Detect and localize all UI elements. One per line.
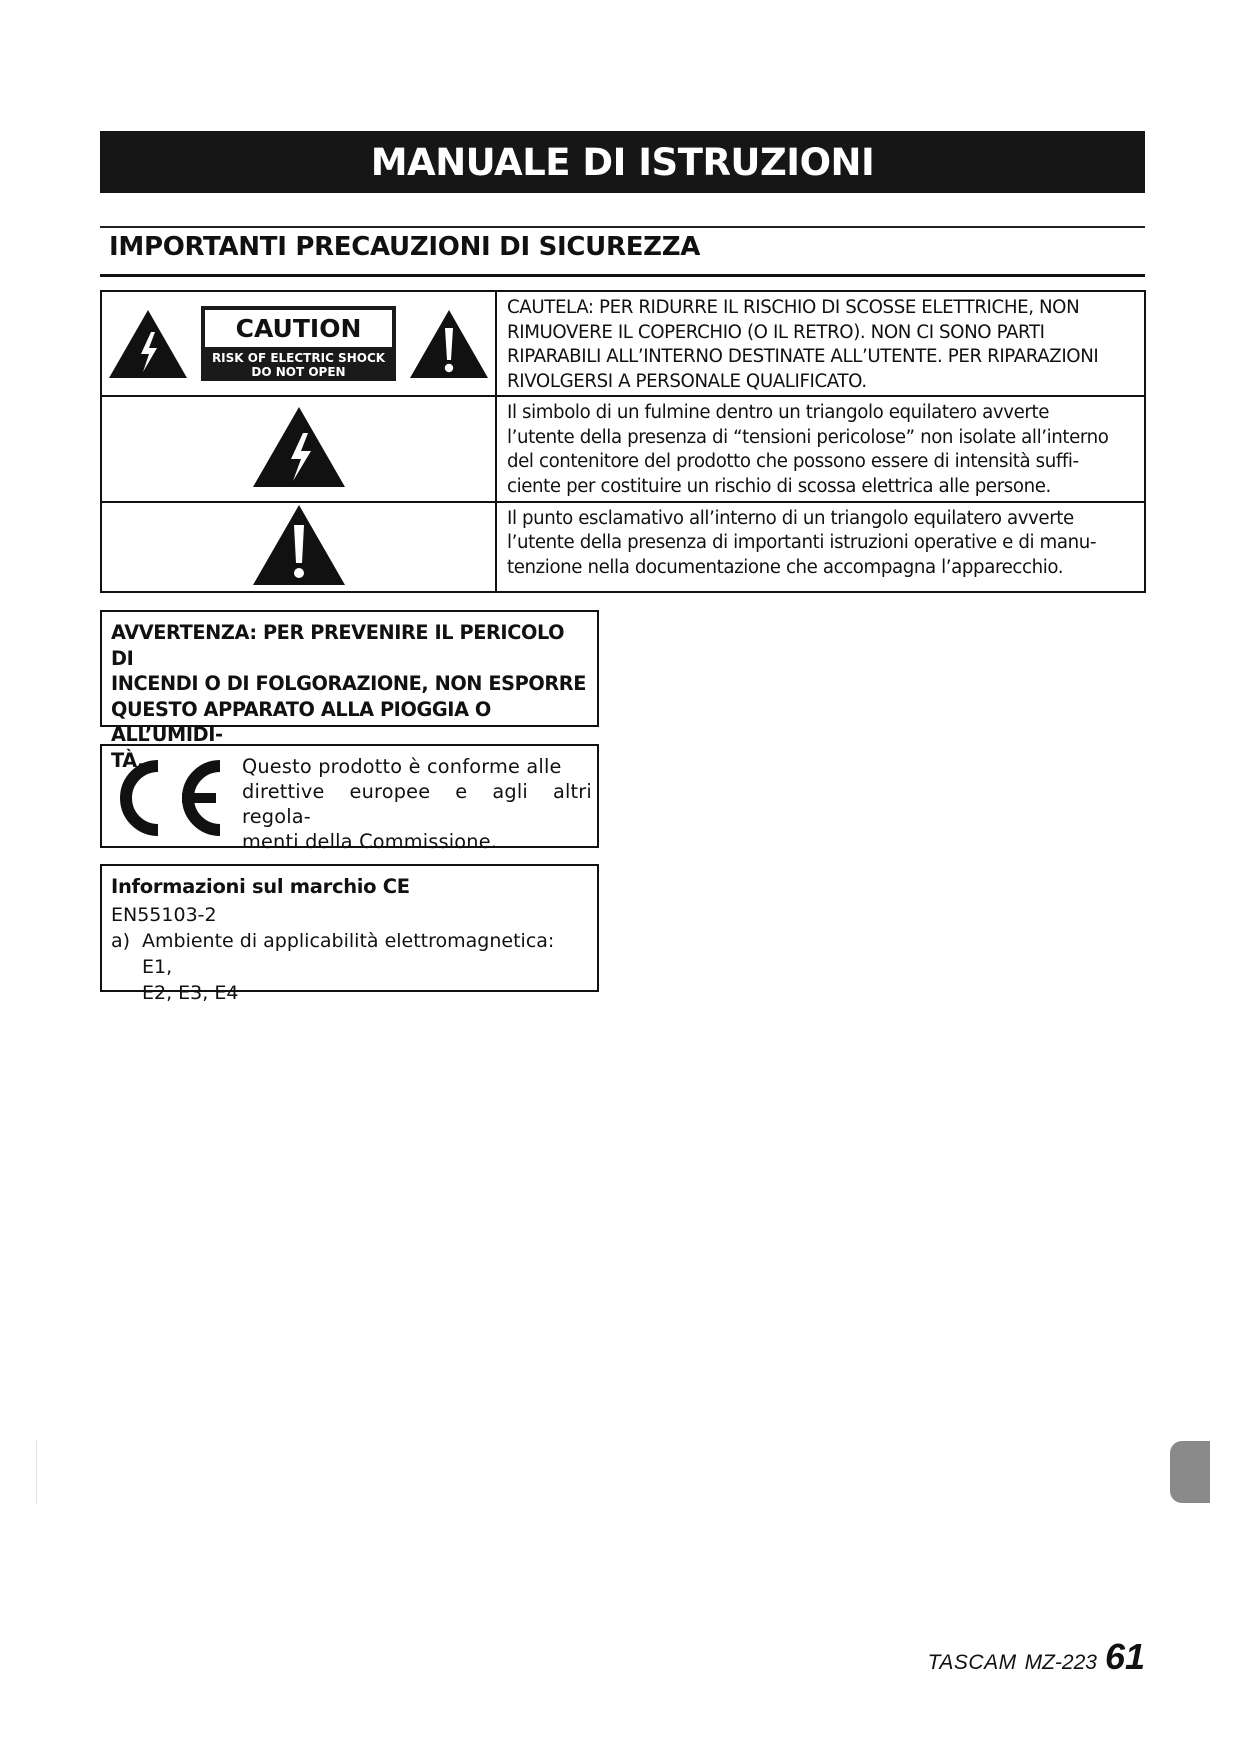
- ce-mark-icon: [112, 760, 230, 836]
- heading-bottom-rule: [100, 274, 1145, 277]
- exclamation-symbol-cell: [101, 502, 496, 592]
- ce-info-heading: Informazioni sul marchio CE: [111, 875, 410, 898]
- ce-info-item-line: E2, E3, E4: [142, 982, 239, 1004]
- ce-info-box: [100, 864, 599, 1004]
- ce-conformity-box: [100, 744, 599, 853]
- page-edge-mark: [36, 1440, 37, 1504]
- ce-text-line: menti della Commissione.: [242, 830, 498, 853]
- caution-label-line1: RISK OF ELECTRIC SHOCK: [211, 351, 386, 366]
- lightning-symbol-cell: [101, 396, 496, 501]
- ce-info-standard: EN55103-2: [111, 904, 217, 926]
- lightning-triangle-icon: [107, 308, 189, 380]
- exclamation-triangle-icon: [251, 503, 347, 587]
- caution-text-line: CAUTELA: PER RIDURRE IL RISCHIO DI SCOSSE ELETTRICHE, NON: [507, 297, 1080, 318]
- ce-info-item-label: a): [111, 930, 131, 952]
- section-heading: IMPORTANTI PRECAUZIONI DI SICUREZZA: [109, 232, 701, 262]
- page-number: 61: [1104, 1636, 1145, 1677]
- ce-text-line: Questo prodotto è conforme alle: [242, 755, 562, 778]
- caution-text-line: RIPARABILI ALL’INTERNO DESTINATE ALL’UTENTE. PER RIPARAZIONI: [507, 346, 1099, 367]
- page-footer: [928, 1636, 1145, 1678]
- warning-line: TÀ.: [111, 748, 145, 772]
- footer-brand: TASCAM: [927, 1651, 1017, 1674]
- ce-info-item-line: Ambiente di applicabilità elettromagnetica: E1,: [142, 930, 555, 978]
- lightning-text-line: ciente per costituire un rischio di scossa elettrica alle persone.: [507, 475, 1051, 497]
- caution-text-line: RIVOLGERSI A PERSONALE QUALIFICATO.: [507, 370, 867, 392]
- warning-line: INCENDI O DI FOLGORAZIONE, NON ESPORRE: [111, 672, 587, 695]
- caution-label-title: CAUTION: [205, 310, 392, 347]
- lightning-triangle-icon: [251, 405, 347, 489]
- exclamation-text-line: Il punto esclamativo all’interno di un triangolo equilatero avverte: [507, 507, 1074, 529]
- caution-text-line: RIMUOVERE IL COPERCHIO (O IL RETRO). NON CI SONO PARTI: [507, 321, 1045, 343]
- exclamation-triangle-icon: [408, 308, 490, 380]
- footer-model: MZ-223: [1024, 1651, 1097, 1674]
- caution-label-line2: DO NOT OPEN: [251, 365, 346, 380]
- safety-symbols-table: [100, 290, 1146, 593]
- caution-symbol-cell: [101, 291, 496, 396]
- table-row-lightning: [101, 396, 1145, 501]
- exclamation-text-line: l’utente della presenza di importanti istruzioni operative e di manu-: [507, 532, 1097, 554]
- lightning-text-cell: [496, 396, 1145, 501]
- chapter-thumb-tab: [1170, 1441, 1210, 1503]
- ce-conformity-text: [242, 754, 592, 854]
- warning-line: AVVERTENZA: PER PREVENIRE IL PERICOLO DI: [111, 621, 565, 670]
- caution-label: [201, 306, 396, 381]
- warning-line: QUESTO APPARATO ALLA PIOGGIA O ALL’UMIDI-: [111, 697, 491, 746]
- heading-top-rule: [100, 226, 1145, 228]
- manual-title: MANUALE DI ISTRUZIONI: [370, 140, 875, 184]
- lightning-text-line: Il simbolo di un fulmine dentro un triangolo equilatero avverte: [507, 402, 1050, 424]
- table-row-caution: [101, 291, 1145, 396]
- manual-title-bar: [100, 131, 1145, 193]
- table-row-exclamation: [101, 502, 1145, 592]
- lightning-text-line: del contenitore del prodotto che possono essere di intensità suffi-: [507, 451, 1079, 473]
- exclamation-text-line: tenzione nella documentazione che accompagna l’apparecchio.: [507, 556, 1064, 578]
- ce-info-item: [111, 928, 589, 1006]
- ce-text-line: direttive europee e agli altri regola-: [242, 780, 592, 828]
- caution-text-cell: [496, 291, 1145, 396]
- exclamation-text-cell: [496, 502, 1145, 592]
- lightning-text-line: l’utente della presenza di “tensioni pericolose” non isolate all’interno: [507, 426, 1109, 448]
